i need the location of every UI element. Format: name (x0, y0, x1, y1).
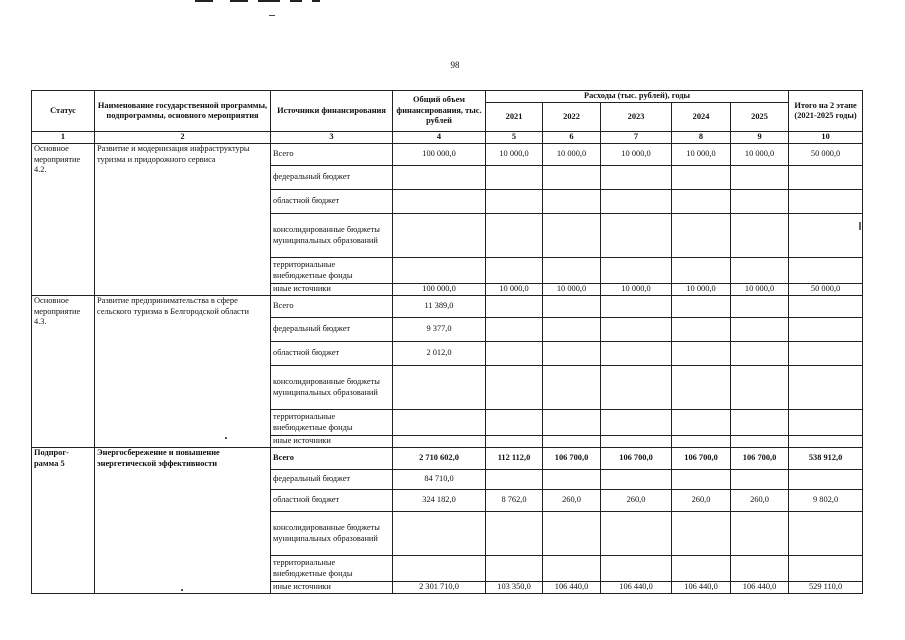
stage-total-value: 9 802,0 (789, 490, 863, 512)
column-number: 9 (731, 132, 789, 144)
year-value: 260,0 (543, 490, 601, 512)
year-value: 106 700,0 (672, 448, 731, 470)
source-label: Всего (271, 296, 393, 318)
year-value: 10 000,0 (543, 144, 601, 166)
total-value: 2 301 710,0 (393, 582, 486, 594)
header-year: 2022 (543, 103, 601, 132)
year-value: 260,0 (601, 490, 672, 512)
total-value: 2 710 602,0 (393, 448, 486, 470)
column-number: 4 (393, 132, 486, 144)
year-value: 106 700,0 (731, 448, 789, 470)
year-value: 260,0 (672, 490, 731, 512)
year-value: 10 000,0 (731, 284, 789, 296)
stage-total-value: 50 000,0 (789, 284, 863, 296)
source-label: областной бюджет (271, 342, 393, 366)
column-number: 5 (486, 132, 543, 144)
table-row (32, 144, 863, 166)
page-number: 98 (450, 60, 460, 70)
source-label: областной бюджет (271, 190, 393, 214)
source-label: федеральный бюджет (271, 166, 393, 190)
header-year: 2021 (486, 103, 543, 132)
total-value: 2 012,0 (393, 342, 486, 366)
row-name: Энергосбережение и повышение энергетической эффективности (95, 448, 271, 594)
row-name: Развитие предпринимательства в сфере сельского туризма в Белгородской области (95, 296, 271, 448)
financing-table (31, 90, 863, 594)
table-row (32, 296, 863, 318)
source-label: территориальные внебюджетные фонды (271, 410, 393, 436)
row-status: Подпрог-рамма 5 (32, 448, 95, 594)
source-label: иные источники (271, 436, 393, 448)
row-name: Развитие и модернизация инфраструктуры туризма и придорожного сервиса (95, 144, 271, 296)
source-label: консолидированные бюджеты муниципальных образований (271, 366, 393, 410)
column-number: 8 (672, 132, 731, 144)
header-year: 2025 (731, 103, 789, 132)
source-label: консолидированные бюджеты муниципальных образований (271, 512, 393, 556)
source-label: консолидированные бюджеты муниципальных образований (271, 214, 393, 258)
year-value: 106 440,0 (731, 582, 789, 594)
year-value: 10 000,0 (601, 284, 672, 296)
year-value: 112 112,0 (486, 448, 543, 470)
stage-total-value: 529 110,0 (789, 582, 863, 594)
source-label: федеральный бюджет (271, 470, 393, 490)
year-value: 106 440,0 (601, 582, 672, 594)
total-value: 100 000,0 (393, 144, 486, 166)
header-year: 2023 (601, 103, 672, 132)
year-value: 260,0 (731, 490, 789, 512)
column-number: 7 (601, 132, 672, 144)
year-value: 10 000,0 (601, 144, 672, 166)
year-value: 106 440,0 (672, 582, 731, 594)
source-label: областной бюджет (271, 490, 393, 512)
source-label: Всего (271, 448, 393, 470)
year-value: 10 000,0 (486, 144, 543, 166)
total-value: 9 377,0 (393, 318, 486, 342)
source-label: иные источники (271, 284, 393, 296)
total-value: 11 389,0 (393, 296, 486, 318)
column-number: 2 (95, 132, 271, 144)
total-value: 100 000,0 (393, 284, 486, 296)
source-label: иные источники (271, 582, 393, 594)
year-value: 10 000,0 (672, 144, 731, 166)
stage-total-value: 50 000,0 (789, 144, 863, 166)
scan-artifact (195, 0, 320, 3)
year-value: 106 440,0 (543, 582, 601, 594)
column-number: 10 (789, 132, 863, 144)
stage-total-value: 538 912,0 (789, 448, 863, 470)
year-value: 106 700,0 (601, 448, 672, 470)
header-year: 2024 (672, 103, 731, 132)
year-value: 10 000,0 (486, 284, 543, 296)
row-status: Основное мероприятие 4.2. (32, 144, 95, 296)
year-value: 106 700,0 (543, 448, 601, 470)
year-value: 103 350,0 (486, 582, 543, 594)
source-label: территориальные внебюджетные фонды (271, 556, 393, 582)
header-expenses: Расходы (тыс. рублей), годы (486, 91, 789, 103)
year-value: 10 000,0 (543, 284, 601, 296)
year-value: 10 000,0 (731, 144, 789, 166)
column-number-row (32, 132, 863, 144)
column-number: 6 (543, 132, 601, 144)
scan-artifact (269, 15, 275, 16)
header-total: Общий объем финансирования, тыс. рублей (393, 91, 486, 132)
year-value: 10 000,0 (672, 284, 731, 296)
row-status: Основное мероприятие 4.3. (32, 296, 95, 448)
total-value: 84 710,0 (393, 470, 486, 490)
header-stage-total: Итого на 2 этапе (2021-2025 годы) (789, 91, 863, 132)
header-name: Наименование государственной программы, подпрограммы, основного мероприятия (95, 91, 271, 132)
source-label: федеральный бюджет (271, 318, 393, 342)
header-status: Статус (32, 91, 95, 132)
source-label: Всего (271, 144, 393, 166)
column-number: 1 (32, 132, 95, 144)
year-value: 8 762,0 (486, 490, 543, 512)
source-label: территориальные внебюджетные фонды (271, 258, 393, 284)
header-sources: Источники финансирования (271, 91, 393, 132)
table-row (32, 448, 863, 470)
column-number: 3 (271, 132, 393, 144)
header-row (32, 91, 863, 103)
total-value: 324 182,0 (393, 490, 486, 512)
